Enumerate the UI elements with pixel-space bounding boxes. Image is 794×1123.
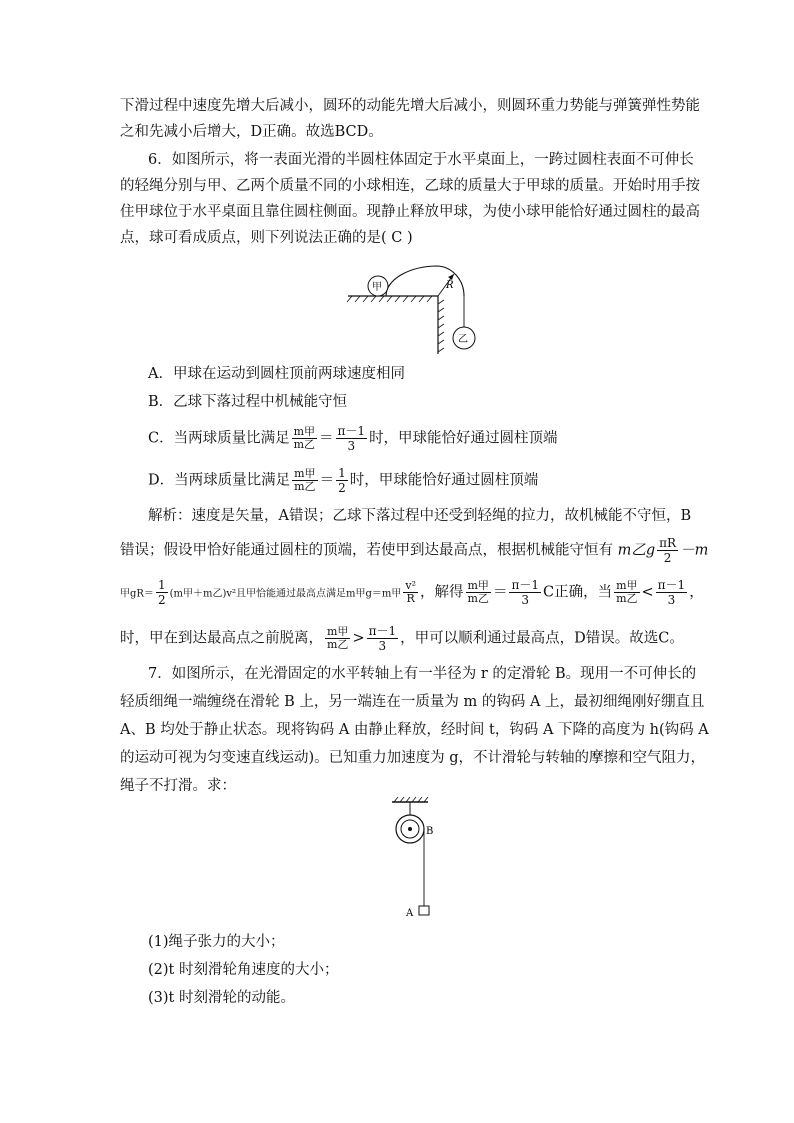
q7-sub-1: (1)绳子张力的大小；	[148, 934, 285, 950]
q6-solution-2-tail: －m	[680, 542, 709, 559]
q6-solution-3-e: ，当	[583, 584, 613, 601]
q6-solution-3-v-num: v²	[405, 579, 416, 592]
q6-solution-3-r2-num: π－1	[657, 578, 686, 592]
q6-solution-4-gt: >	[352, 630, 365, 647]
q7-line-4: 的运动可视为匀变速直线运动)。已知重力加速度为 g，不计滑轮与转轴的摩擦和空气阻力，	[120, 750, 706, 766]
q6-line-1: 6．如图所示，将一表面光滑的半圆柱体固定于水平桌面上，一跨过圆柱表面不可伸长	[148, 152, 694, 168]
q6-solution-2-text: 错误；假设甲恰好能通过圆柱的顶端，若使甲到达最高点，根据机械能守恒有	[120, 542, 613, 559]
q6-line-3: 住甲球位于水平桌面且靠住圆柱侧面。现静止释放甲球，为使小球甲能恰好通过圆柱的最高	[120, 204, 700, 220]
q7-sub-3: (3)t 时刻滑轮的动能。	[148, 990, 295, 1006]
q6-solution-4-mb: m乙	[327, 638, 349, 651]
q6-solution-3-v-den: R	[406, 592, 415, 605]
q6-solution-3-half-num: 1	[157, 578, 166, 592]
q6-solution-2-term: m乙g	[617, 542, 656, 559]
q7-line-5: 绳子不打滑。求：	[120, 778, 236, 794]
q6-solution-3-lt: <	[641, 584, 654, 601]
q6-option-c-mass-b: m乙	[293, 438, 316, 451]
q6-option-d-prefix: D．当两球质量比满足	[148, 472, 291, 489]
q6-solution-3-half-den: 2	[157, 593, 166, 607]
q6-figure-ball-a: 甲	[372, 282, 382, 293]
q6-option-c-mass-a: m甲	[293, 425, 316, 438]
q6-figure-ball-b: 乙	[458, 334, 468, 345]
intro-line-2: 之和先减小后增大，D正确。故选BCD。	[120, 124, 383, 140]
q6-option-c-prefix: C．当两球质量比满足	[148, 430, 290, 447]
q6-figure	[340, 262, 500, 358]
q6-solution-4-b: ，甲可以顺利通过最高点，D错误。故选C。	[400, 630, 684, 647]
q7-line-3: A、B 均处于静止状态。现将钩码 A 由静止释放，经时间 t，钩码 A 下降的高度为 h(钩码 A	[120, 722, 709, 738]
q6-solution-3-ma: m甲	[467, 579, 489, 592]
q6-solution-3-ma2: m甲	[616, 579, 638, 592]
q6-solution-3-f: ，	[689, 584, 704, 601]
q7-sub-2: (2)t 时刻滑轮角速度的大小；	[148, 962, 339, 978]
q7-line-1: 7．如图所示，在光滑固定的水平转轴上有一半径为 r 的定滑轮 B。现用一不可伸长的	[148, 666, 697, 682]
q6-option-c: C．当两球质量比满足 $\frac{\text{m甲}}{\text{m乙}}$ ＝ $\frac{\pi-1}{3}$ 时，甲球能恰好通过圆柱顶端	[148, 424, 558, 453]
q6-option-c-suffix: 时，甲球能恰好通过圆柱顶端	[369, 430, 558, 447]
q6-option-d: D．当两球质量比满足 $\frac{\text{m甲}}{\text{m乙}}$ ＝ $\frac{1}{2}$ 时，甲球能恰好通过圆柱顶端	[148, 466, 539, 495]
q7-figure-pulley-label: B	[426, 826, 434, 837]
q6-solution-line-1: 解析：速度是矢量，A错误；乙球下落过程中还受到轻绳的拉力，故机械能不守恒，B	[148, 508, 692, 524]
q6-line-2: 的轻绳分别与甲、乙两个质量不同的小球相连，乙球的质量大于甲球的质量。开始时用手按	[120, 178, 700, 194]
q6-option-a: A．甲球在运动到圆柱顶前两球速度相同	[148, 366, 405, 382]
q7-figure	[384, 796, 444, 922]
q6-solution-line-3: 甲gR＝ $\frac{1}{2}$ (m甲＋m乙)v²且甲恰能通过最高点满足m甲g＝m甲 $\frac{\text{v²}}{R}$ ，解得 $\frac{\text{m甲}}{\text{m乙}}$ ＝ $\frac{\pi-1}{3}$ C正确，当 $\frac{\text{m甲}}{\text{m乙}}$ < $\frac{\pi-1}{3}$ ，	[120, 578, 704, 607]
q6-solution-2-den: 2	[663, 551, 672, 565]
q6-option-d-den: 2	[338, 481, 346, 495]
q6-solution-4-ma: m甲	[327, 625, 349, 638]
q6-option-c-den: 3	[347, 439, 356, 453]
q6-solution-3-mb: m乙	[467, 592, 489, 605]
q6-option-d-mass-b: m乙	[294, 480, 316, 493]
q6-solution-4-den: 3	[378, 639, 387, 653]
q7-line-2: 轻质细绳一端缠绕在滑轮 B 上，另一端连在一质量为 m 的钩码 A 上，最初细绳刚好绷直且	[120, 694, 705, 710]
q6-solution-3-a: 甲gR＝	[120, 588, 154, 600]
q6-solution-3-mb2: m乙	[616, 592, 638, 605]
q7-figure-weight-label: A	[406, 908, 414, 919]
q6-option-d-mass-a: m甲	[294, 467, 316, 480]
q6-solution-3-r2-den: 3	[667, 593, 676, 607]
intro-line-1: 下滑过程中速度先增大后减小，圆环的动能先增大后减小，则圆环重力势能与弹簧弹性势能	[120, 98, 700, 114]
q6-solution-2-num: πR	[659, 536, 677, 550]
q6-solution-3-d: C正确	[542, 584, 584, 601]
q6-solution-3-c: ，解得	[420, 584, 464, 601]
q6-solution-line-2	[120, 536, 709, 565]
q6-option-b: B．乙球下落过程中机械能守恒	[148, 394, 348, 410]
q6-option-c-num: π－1	[337, 424, 366, 438]
q6-solution-4-a: 时，甲在到达最高点之前脱离，	[120, 630, 323, 647]
q6-solution-3-b: (m甲＋m乙)v²且甲恰能通过最高点满足m甲g＝m甲	[169, 588, 402, 600]
q6-figure-radius: R	[446, 280, 454, 291]
q6-solution-3-r-num: π－1	[511, 578, 539, 592]
q6-solution-3-r-den: 3	[521, 593, 530, 607]
q6-option-d-suffix: 时，甲球能恰好通过圆柱顶端	[349, 472, 539, 489]
q6-option-d-num: 1	[338, 466, 346, 480]
q6-solution-line-4	[120, 624, 684, 653]
q6-solution-4-num: π－1	[368, 624, 397, 638]
q6-line-4: 点，球可看成质点，则下列说法正确的是( C )	[120, 230, 413, 246]
